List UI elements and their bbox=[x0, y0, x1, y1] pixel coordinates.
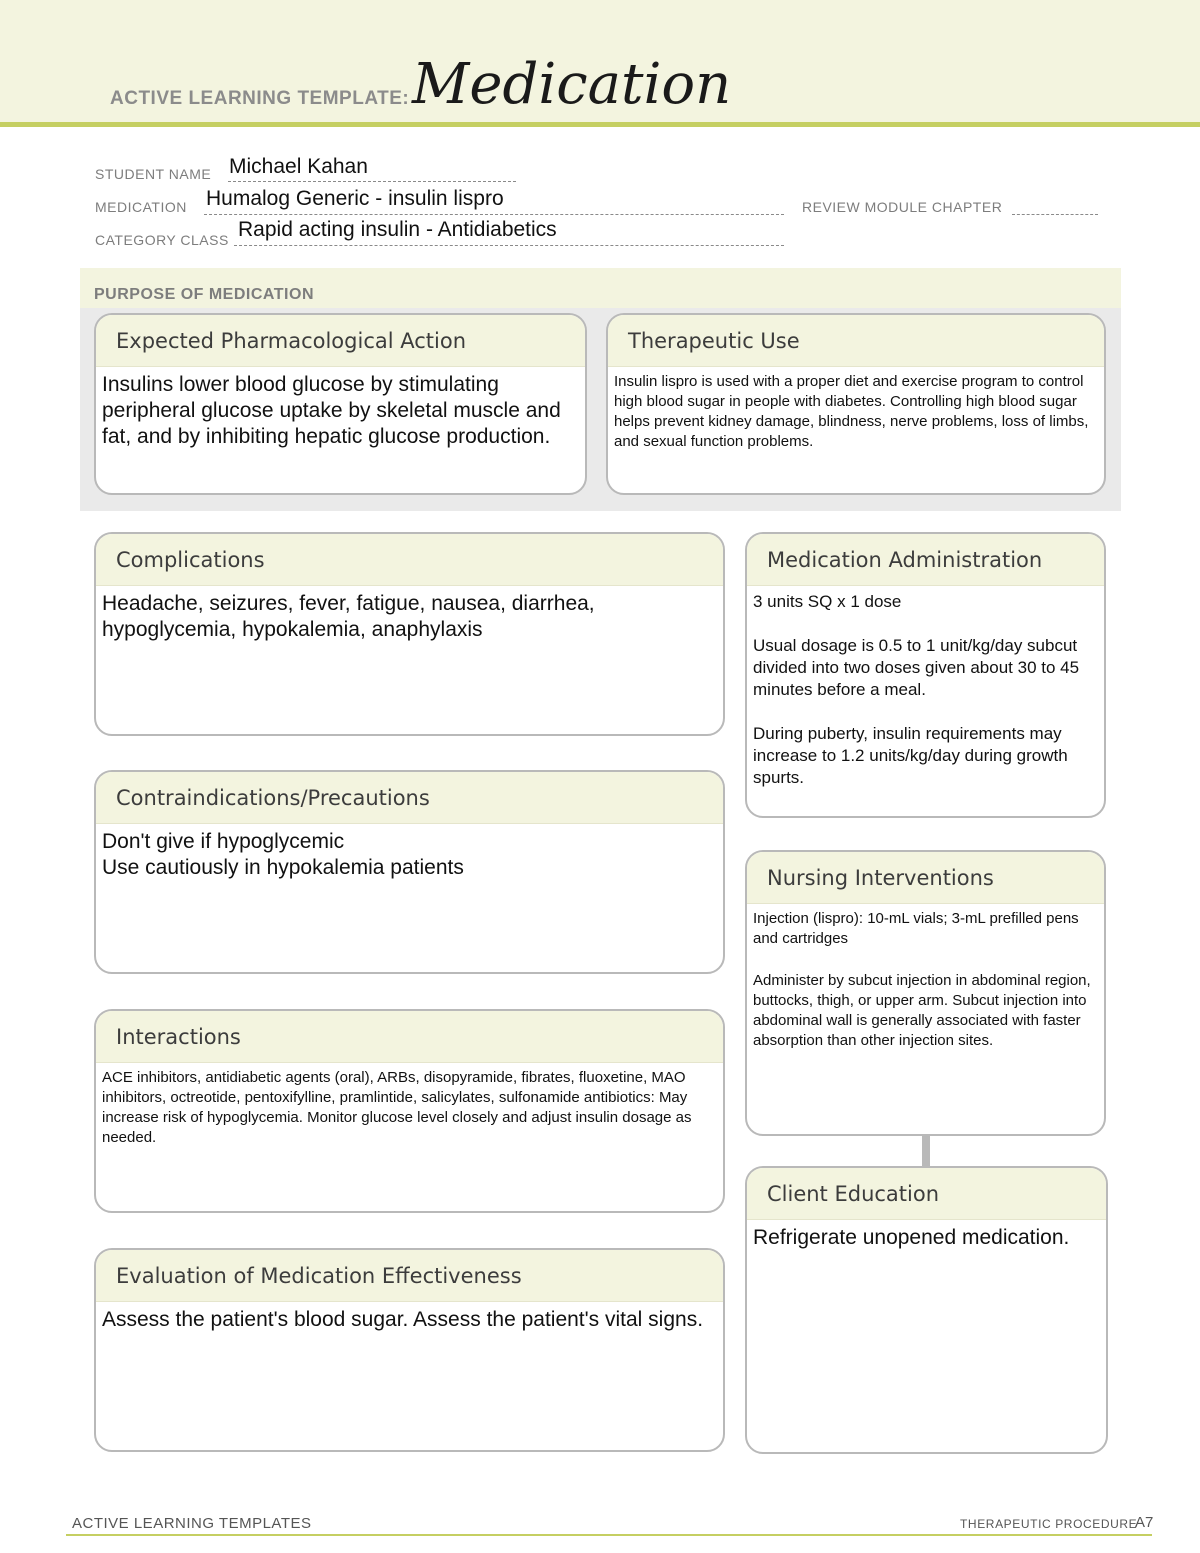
administration-text[interactable] bbox=[747, 586, 1104, 789]
interactions-title: Interactions bbox=[116, 1025, 241, 1049]
student-name-field[interactable]: Michael Kahan bbox=[229, 155, 368, 178]
client-education-text[interactable]: Refrigerate unopened medication. bbox=[753, 1226, 1070, 1249]
evaluation-text[interactable]: Assess the patient's blood sugar. Assess the patient's vital signs. bbox=[102, 1308, 704, 1331]
contraindications-line: Use cautiously in hypokalemia patients bbox=[102, 856, 464, 879]
evaluation-header bbox=[96, 1250, 723, 1302]
card-connector bbox=[922, 1136, 930, 1167]
review-module-chapter-line bbox=[1012, 214, 1098, 215]
client-education-header bbox=[747, 1168, 1106, 1220]
category-class-label: CATEGORY CLASS bbox=[95, 232, 229, 248]
footer-label: ACTIVE LEARNING TEMPLATES bbox=[72, 1515, 312, 1532]
medication-label: MEDICATION bbox=[95, 199, 187, 215]
evaluation-title: Evaluation of Medication Effectiveness bbox=[116, 1264, 522, 1288]
contraindications-card bbox=[94, 770, 725, 974]
nursing-interventions-text[interactable] bbox=[747, 904, 1104, 1051]
medication-field[interactable]: Humalog Generic - insulin lispro bbox=[206, 187, 504, 210]
interactions-text[interactable]: ACE inhibitors, antidiabetic agents (oral), ARBs, disopyramide, fibrates, fluoxetine, MAO inhibitors, octreotide, pentoxifylline, pramlintide, salicylates, sulfonamide antibiotics: May increase risk of hypoglycemia. Monitor glucose level closely and adjust insulin dosage as needed. bbox=[102, 1069, 692, 1146]
template-label: ACTIVE LEARNING TEMPLATE: bbox=[110, 88, 410, 109]
contraindications-line: Don't give if hypoglycemic bbox=[102, 830, 345, 853]
nursing-interventions-header bbox=[747, 852, 1104, 904]
administration-header bbox=[747, 534, 1104, 586]
interactions-header bbox=[96, 1011, 723, 1063]
complications-title: Complications bbox=[116, 548, 265, 572]
administration-paragraph: During puberty, insulin requirements may increase to 1.2 units/kg/day during growth spurts. bbox=[753, 724, 1068, 787]
nursing-interventions-paragraph: Administer by subcut injection in abdominal region, buttocks, thigh, or upper arm. Subcut injection into abdominal wall is generally associated with faster absorption than other injection sites. bbox=[753, 972, 1091, 1049]
page-number: A7 bbox=[1135, 1514, 1154, 1531]
footer-section: THERAPEUTIC PROCEDURE bbox=[960, 1517, 1138, 1531]
evaluation-card bbox=[94, 1248, 725, 1452]
administration-paragraph: 3 units SQ x 1 dose bbox=[753, 592, 902, 611]
student-name-label: STUDENT NAME bbox=[95, 166, 212, 182]
complications-header bbox=[96, 534, 723, 586]
contraindications-header bbox=[96, 772, 723, 824]
client-education-card bbox=[745, 1166, 1108, 1454]
category-class-field[interactable]: Rapid acting insulin - Antidiabetics bbox=[238, 218, 557, 241]
category-class-line bbox=[234, 245, 784, 246]
nursing-interventions-title: Nursing Interventions bbox=[767, 866, 994, 890]
expected-action-card bbox=[94, 313, 587, 495]
expected-action-title: Expected Pharmacological Action bbox=[116, 329, 467, 353]
purpose-label: PURPOSE OF MEDICATION bbox=[94, 286, 314, 303]
therapeutic-use-text[interactable]: Insulin lispro is used with a proper diet and exercise program to control high blood sugar in people with diabetes. Controlling high blood sugar helps prevent kidney damage, blindness, nerve problems, loss of limbs, and sexual function problems. bbox=[614, 373, 1089, 450]
contraindications-text[interactable] bbox=[96, 824, 723, 881]
contraindications-title: Contraindications/Precautions bbox=[116, 786, 430, 810]
review-module-chapter-label: REVIEW MODULE CHAPTER bbox=[802, 199, 1003, 215]
administration-paragraph: Usual dosage is 0.5 to 1 unit/kg/day subcut divided into two doses given about 30 to 45 minutes before a meal. bbox=[753, 636, 1080, 699]
expected-action-header bbox=[96, 315, 585, 367]
complications-text[interactable]: Headache, seizures, fever, fatigue, nausea, diarrhea, hypoglycemia, hypokalemia, anaphylaxis bbox=[102, 592, 595, 641]
footer-divider bbox=[66, 1534, 1152, 1536]
administration-title: Medication Administration bbox=[767, 548, 1043, 572]
complications-card bbox=[94, 532, 725, 736]
interactions-card bbox=[94, 1009, 725, 1213]
client-education-title: Client Education bbox=[767, 1182, 940, 1206]
therapeutic-use-card bbox=[606, 313, 1106, 495]
header-divider bbox=[0, 122, 1200, 127]
expected-action-text[interactable]: Insulins lower blood glucose by stimulating peripheral glucose uptake by skeletal muscle and fat, and by inhibiting hepatic glucose production. bbox=[102, 373, 561, 448]
administration-card bbox=[745, 532, 1106, 818]
nursing-interventions-card bbox=[745, 850, 1106, 1136]
student-name-line bbox=[228, 181, 516, 182]
therapeutic-use-title: Therapeutic Use bbox=[628, 329, 800, 353]
page-title: Medication bbox=[412, 52, 732, 117]
nursing-interventions-paragraph: Injection (lispro): 10-mL vials; 3-mL prefilled pens and cartridges bbox=[753, 910, 1079, 947]
therapeutic-use-header bbox=[608, 315, 1104, 367]
medication-line bbox=[204, 214, 784, 215]
